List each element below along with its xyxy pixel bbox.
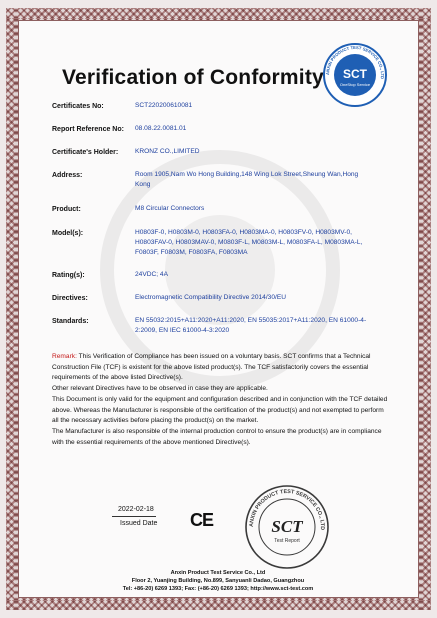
remark-paragraph: [52, 352, 392, 384]
seal-sub-text: Test Report: [274, 538, 300, 544]
company-seal-icon: [244, 484, 330, 570]
standards-label: Standards:: [52, 318, 89, 325]
report-reference-value: 08.08.22.0081.01: [135, 125, 187, 132]
issue-date-line: [112, 516, 156, 517]
certificate-no-value: SCT220200610081: [135, 102, 193, 109]
address-value: Room 1905,Nam Wo Hong Building,148 Wing Lok Street,Sheung Wan,Hong Kong: [135, 171, 359, 188]
logo-ring-text: ANXIN PRODUCT TEST SERVICE CO., LTD: [324, 44, 386, 80]
report-reference-label: Report Reference No:: [52, 126, 124, 133]
directives-value: Electromagnetic Compatibility Directive 2014/30/EU: [135, 294, 286, 301]
footer-address: Floor 2, Yuanjing Building, No.899, Sanyuanli Dadao, Guangzhou: [131, 578, 305, 584]
models-value: H0803F-0, H0803M-0, H0803FA-0, H0803MA-0, H0803FV-0, H0803MV-0, H0803FAV-0, H0803MAV-0, M0803F-L, M0803M-L, M0803FA-L, M0803MA-L, F0803F, F0803M, F0803FA, F0803MA: [135, 229, 363, 256]
product-value: M8 Circular Connectors: [135, 205, 205, 212]
remark-text: This Verification of Compliance has been issued on a voluntary basis. SCT confirms that a Technical Construction File (TCF) is existent for the above listed product(s). The TCF satisfactorily covers the essential requirements of the above listed Directive(s).: [52, 353, 371, 381]
certificate-no-label: Certificates No:: [52, 103, 104, 110]
ratings-value: 24VDC; 4A: [135, 271, 168, 278]
sct-logo-icon: [322, 42, 388, 108]
address-label: Address:: [52, 172, 83, 179]
models-label: Model(s):: [52, 230, 84, 237]
page-title: Verification of Conformity: [62, 66, 324, 89]
product-label: Product:: [52, 206, 81, 213]
standards-value: EN 55032:2015+A11:2020+A11:2020, EN 55035:2017+A11:2020, EN 61000-4-2:2009, EN IEC 61000-4-3:2020: [135, 317, 367, 334]
seal-ring-text: ANXIN PRODUCT TEST SERVICE CO., LTD: [248, 488, 326, 531]
manufacturer-paragraph: The Manufacturer is also responsible of the internal production control to ensure the product(s) are in compliance with the essential requirements of the above mentioned Directive(s).: [52, 428, 382, 446]
footer-company: Anxin Product Test Service Co., Ltd: [170, 570, 266, 576]
ratings-label: Rating(s):: [52, 272, 85, 279]
seal-text: SCT: [271, 517, 303, 536]
footer-contact: Tel: +86-20) 6269 1393; Fax: (+86-20) 6269 1393; http://www.sct-test.com: [122, 586, 314, 592]
logo-sub-text: OneStop Service: [339, 82, 371, 87]
logo-text: SCT: [343, 67, 367, 81]
directives-note: Other relevant Directives have to be observed in case they are applicable.: [52, 385, 268, 392]
holder-value: KRONZ CO.,LIMITED: [135, 148, 200, 155]
directives-label: Directives:: [52, 295, 88, 302]
issue-date: 2022-02-18: [118, 506, 154, 513]
ce-mark: CE: [190, 510, 214, 530]
remark-label: Remark:: [52, 353, 77, 360]
validity-paragraph: This Document is only valid for the equipment and configuration described and in conjunction with the TCF detailed above. Whereas the Manufacturer is responsible of the certification of the product(s) and not exempted to perform all the necessary activities before placing the product(s) on the market.: [52, 396, 388, 424]
holder-label: Certificate's Holder:: [52, 149, 119, 156]
issue-date-label: Issued Date: [120, 520, 158, 527]
